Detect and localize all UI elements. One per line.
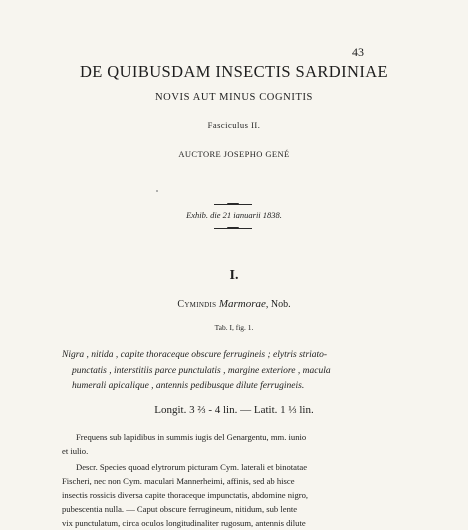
dimensions-line: Longit. 3 ⅔ - 4 lin. — Latit. 1 ⅓ lin. (154, 404, 314, 416)
species-genus: Cymindis (177, 299, 217, 310)
species-heading (0, 298, 468, 310)
body-line: insectis rossicis diversa capite thoraceque impunctatis, abdomine nigro, (62, 490, 309, 500)
page-number: 43 (352, 45, 364, 59)
body-line: Descr. Species quoad elytrorum picturam Cym. laterali et binotatae (76, 462, 308, 472)
body-line: vix punctulatum, circa oculos longitudinaliter rugosum, antennis dilute (62, 518, 306, 528)
fasciculus-label: Fasciculus II. (207, 120, 261, 130)
diagnosis (62, 348, 412, 395)
diagnosis-line: humerali apicalique , antennis pedibusque dilute ferrugineis. (72, 381, 305, 391)
species-epithet: Marmorae (218, 298, 266, 310)
author-line: AUCTORE JOSEPHO GENÉ (178, 149, 290, 159)
habitat-paragraph (62, 430, 412, 458)
speck-mark (156, 190, 158, 192)
body-line: et iulio. (62, 446, 89, 456)
diagnosis-line: punctatis , interstitiis parce punctulatis , margine exteriore , macula (72, 365, 331, 376)
plate-reference: Tab. I, fig. 1. (214, 323, 254, 332)
section-number: I. (229, 268, 239, 283)
body-line: Frequens sub lapidibus in summis iugis del Genargentu, mm. iunio (76, 432, 307, 442)
exhibition-date: Exhib. die 21 ianuarii 1838. (186, 210, 282, 220)
description-paragraph (62, 460, 412, 530)
body-line: Fischeri, nec non Cym. maculari Mannerheimi, affinis, sed ab hisce (62, 476, 295, 486)
species-authority: , Nob. (265, 299, 291, 310)
body-line: pubescentia nulla. — Caput obscure ferrugineum, nitidum, sub lente (62, 504, 298, 514)
diagnosis-line: Nigra , nitida , capite thoraceque obscure ferrugineis ; elytris striato- (62, 350, 328, 360)
paper-title: DE QUIBUSDAM INSECTIS SARDINIAE (79, 62, 389, 81)
ornament-rule-bottom (214, 228, 252, 229)
ornament-rule-top (214, 204, 252, 205)
paper-subtitle: NOVIS AUT MINUS COGNITIS (154, 92, 313, 103)
